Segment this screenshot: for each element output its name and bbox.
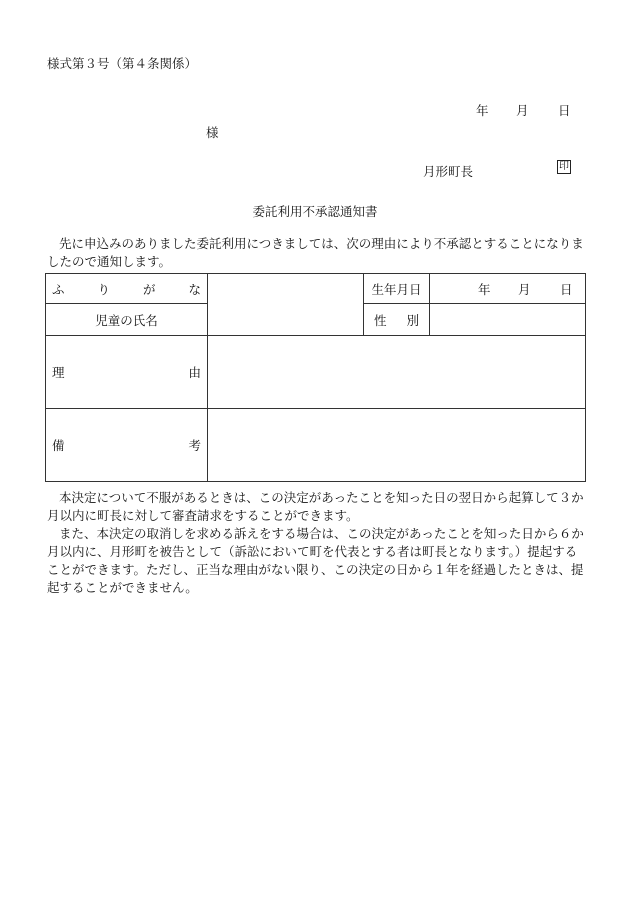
gender-field[interactable] — [430, 304, 586, 336]
reason-field[interactable] — [208, 336, 586, 409]
seal-mark: 印 — [559, 161, 569, 172]
birthdate-label: 生年月日 — [364, 274, 430, 304]
appeal-note: 本決定について不服があるときは、この決定があったことを知った日の翌日から起算して３か月以内に町長に対して審査請求をすることができます。 — [47, 490, 584, 523]
issuer-name: 月形町長 — [423, 164, 474, 179]
date-day-label: 日 — [558, 103, 571, 118]
table-row — [46, 336, 586, 409]
reason-label: 理 由 — [46, 336, 208, 409]
birthdate-field[interactable]: 年 月 日 — [430, 274, 586, 304]
intro-paragraph: 先に申込みのありました委託利用につきましては、次の理由により不承認とすることになりましたので通知します。 — [47, 236, 584, 269]
notes-section — [47, 489, 587, 597]
furigana-label: ふ り が な — [46, 274, 208, 304]
table-row — [46, 274, 586, 304]
date-month-label: 月 — [516, 103, 529, 118]
gender-label: 性 別 — [364, 304, 430, 336]
child-name-label: 児童の氏名 — [46, 304, 208, 336]
child-name-field[interactable] — [208, 274, 364, 336]
details-table — [45, 273, 586, 482]
date-year-label: 年 — [476, 103, 489, 118]
issue-date — [476, 101, 571, 119]
document-title: 委託利用不承認通知書 — [252, 204, 378, 219]
form-number: 様式第３号（第４条関係） — [47, 56, 198, 71]
addressee-suffix: 様 — [206, 125, 219, 140]
table-row — [46, 409, 586, 482]
lawsuit-note: また、本決定の取消しを求める訴えをする場合は、この決定があったことを知った日から６か月以内に、月形町を被告として（訴訟において町を代表とする者は町長となります。）提起することができます。ただし、正当な理由がない限り、この決定の日から１年を経過したときは、提起することができません。 — [47, 526, 584, 595]
remarks-label: 備 考 — [46, 409, 208, 482]
remarks-field[interactable] — [208, 409, 586, 482]
